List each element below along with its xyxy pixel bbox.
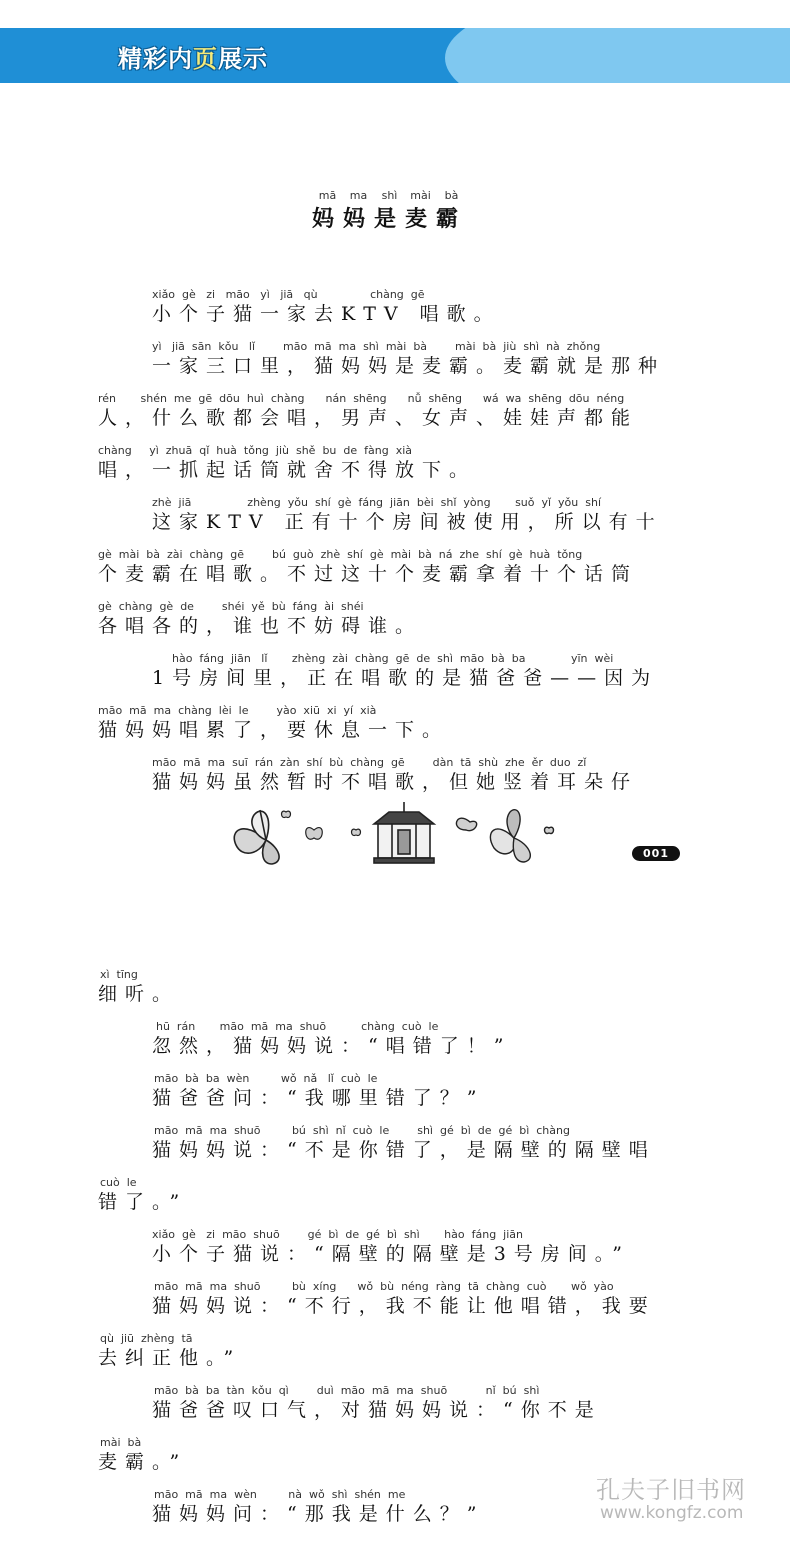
text-line: māo mā ma shuō bù xíng wǒ bù néng ràng tā chàng cuò wǒ yào 猫妈妈说：“不行，我不能让他唱错，我要 (152, 1280, 656, 1317)
text-line: xì tīng 细听。 (98, 968, 180, 1005)
text-line: xiǎo gè zi māo shuō gé bì de gé bì shì hào fáng jiān 小个子猫说：“隔壁的隔壁是3号房间。” (152, 1228, 631, 1265)
banner-accent-band (445, 28, 790, 83)
page-number: 001 (632, 846, 680, 861)
text-line: māo mā ma shuō bú shì nǐ cuò le shì gé bì de gé bì chàng 猫妈妈说：“不是你错了，是隔壁的隔壁唱 (152, 1124, 656, 1161)
text-line: rén shén me gē dōu huì chàng nán shēng nǚ shēng wá wa shēng dōu néng 人，什么歌都会唱，男声、女声、娃娃声都能 (98, 392, 639, 429)
watermark-url: www.kongfz.com (600, 1503, 744, 1523)
text-line: māo mā ma suī rán zàn shí bù chàng gē dàn tā shù zhe ěr duo zǐ 猫妈妈虽然暂时不唱歌，但她竖着耳朵仔 (152, 756, 639, 793)
text-line: gè mài bà zài chàng gē bú guò zhè shí gè mài bà ná zhe shí gè huà tǒng 个麦霸在唱歌。不过这十个麦霸拿着十个话筒 (98, 548, 639, 585)
header-banner (0, 28, 790, 83)
small-butterfly-icon (282, 811, 361, 839)
story-title-pinyin: mā ma shì mài bà (318, 189, 459, 202)
text-line: gè chàng gè de shéi yě bù fáng ài shéi 各唱各的，谁也不妨碍谁。 (98, 600, 423, 637)
left-butterfly-icon (234, 810, 279, 864)
text-line: qù jiū zhèng tā 去纠正他。” (98, 1332, 242, 1369)
right-butterflies-icon (456, 810, 553, 862)
text-line: hū rán māo mā ma shuō chàng cuò le 忽然，猫妈妈说：“唱错了！” (152, 1020, 512, 1057)
story-title: 妈妈是麦霸 (312, 207, 468, 232)
text-line: chàng yì zhuā qǐ huà tǒng jiù shě bu de fàng xià 唱，一抓起话筒就舍不得放下。 (98, 444, 477, 481)
text-line: māo bà ba wèn wǒ nǎ lǐ cuò le 猫爸爸问：“我哪里错了？” (152, 1072, 485, 1109)
text-line: hào fáng jiān lǐ zhèng zài chàng gē de shì māo bà ba yīn wèi 1号房间里，正在唱歌的是猫爸爸——因为 (152, 652, 659, 689)
text-line: mài bà 麦霸。” (98, 1436, 188, 1473)
text-line: zhè jiā zhèng yǒu shí gè fáng jiān bèi shǐ yòng suǒ yǐ yǒu shí 这家KTV 正有十个房间被使用，所以有十 (152, 496, 663, 533)
text-line: xiǎo gè zi māo yì jiā qù chàng gē 小个子猫一家去KTV 唱歌。 (152, 288, 501, 325)
text-line: yì jiā sān kǒu lǐ māo mā ma shì mài bà mài bà jiù shì nà zhǒng 一家三口里，猫妈妈是麦霸。麦霸就是那种 (152, 340, 666, 377)
text-line: māo mā ma wèn nà wǒ shì shén me 猫妈妈问：“那我是什么？” (152, 1488, 485, 1525)
banner-title: 精彩内页展示 (118, 45, 268, 73)
text-line: māo bà ba tàn kǒu qì duì māo mā ma shuō nǐ bú shì 猫爸爸叹口气，对猫妈妈说：“你不是 (152, 1384, 602, 1421)
lantern-icon (374, 802, 434, 863)
text-line: māo mā ma chàng lèi le yào xiū xi yí xià 猫妈妈唱累了，要休息一下。 (98, 704, 450, 741)
text-line: cuò le 错了。” (98, 1176, 188, 1213)
butterfly-lantern-illustration (214, 800, 564, 870)
watermark-logo: 孔夫子旧书网 (596, 1476, 746, 1504)
